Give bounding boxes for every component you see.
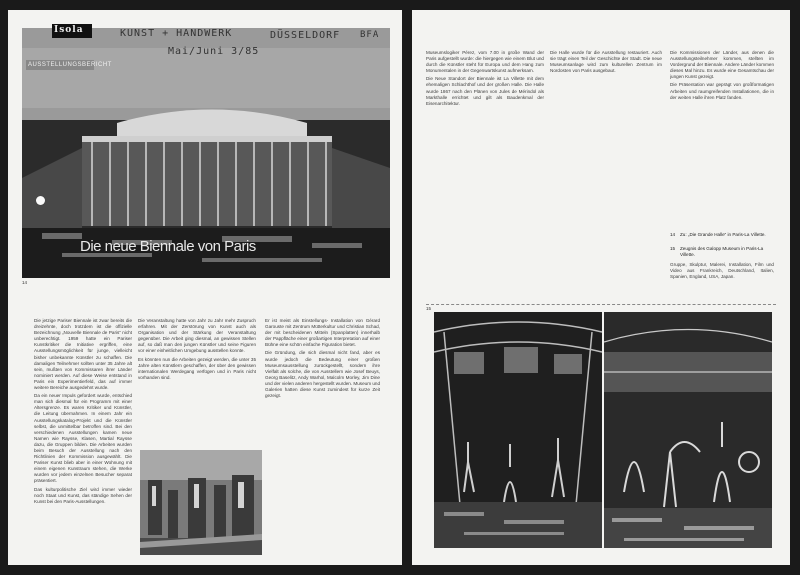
installation-photo bbox=[140, 450, 262, 555]
logo-text: Isola bbox=[54, 25, 84, 35]
city-text: DÜSSELDORF bbox=[270, 30, 341, 41]
right-column-2 bbox=[550, 50, 662, 300]
paragraph: Da ein neuer Impuls gefordert wurde, entschied man sich diesmal für ein Programm mit einer Altersgrenze. Es waren Kritiker und Künstler, die Leitung übernahmen. In einem Jahr ein Ausstellungskatalog-Projekt und die Künstler selbst, die unmittelbar betroffen sind. Bei den verschiedenen Ausstellungen kamen neue Namen wie Raysse, Klasen, Martial Raysse dazu, die Gruppen bilden. Die Arbeiten wurden beim Besuch der Ausstellung nach den Richtlinien der Kommission ausgewählt. Die Pariser Kunst blieb aber in einer Wohnung mit einem eigenen Kunstraum stehen, die Werke wurden vor jedem einzelnen Besucher separat präsentiert. bbox=[34, 393, 132, 484]
section-label: AUSSTELLUNGSBERICHT bbox=[28, 62, 112, 68]
photo-caption-1: Zu: „Die Grande Halle“ in Paris-La Villette. bbox=[680, 232, 766, 237]
paragraph: Die Gründung, die sich diesmal nicht fand, aber es wurde jedoch die Bedeutung einer großen Museumsausstellung zurückgestellt, sondern ihre Vielfalt als solche, die von Ausstellern wie Josef Beuys, Georg Baselitz, Andy Warhol, Malcolm Morley, Jim Dine und der vielen anderen hergestellt wurden. Museum und Galerien hatten diese Kunst zumindest für kurze Zeit gezeigt. bbox=[265, 350, 380, 399]
page-number-left: 14 bbox=[22, 280, 28, 285]
hall-interior-photo-right bbox=[604, 312, 772, 548]
photo-caption-2-number: 15 bbox=[670, 246, 676, 251]
left-column-1 bbox=[34, 318, 132, 530]
hole-punch bbox=[36, 196, 45, 205]
paragraph: Die Kommissionen der Länder, aus denen die Ausstellungsteilnehmer kommen, stellten im Vordergrund der Biennale. Andere Länder kommen dieses Mal hinzu. Es wurde eine Gesamtschau der jungen Kunst gezeigt. bbox=[670, 50, 774, 80]
paragraph: Die Präsentation war geprägt von großformatigen Arbeiten und raumgreifenden Installationen, die in der weiten Halle ihren Platz fanden. bbox=[670, 82, 774, 100]
photo-caption-2: Zeugnis des Galopp Museum in Paris-La Villette. bbox=[680, 246, 764, 257]
paragraph: Die jetzige Pariser Biennale ist zwar bereits die dreizehnte, doch trotzdem ist die offizielle Bezeichnung „Nouvelle Biennale de Paris“ nicht unberechtigt. 1959 hatte ein Pariser Kunstkritiker die Initiative ergriffen, eine Ausstellungsmöglichkeit für junge, vielleicht bisher unbekannte Künstler zu schaffen. Die damaligen Teilnehmer sollten unter 35 Jahre alt sein, mußten von Kommissaren ihrer Länder nominiert werden. Auf diese Weise entstand in Paris ein Experimentierfeld, das auf immer weitere Bereiche ausgedehnt wurde. bbox=[34, 318, 132, 391]
right-column-3 bbox=[670, 50, 774, 226]
hall-interior-photo-left bbox=[434, 312, 602, 548]
page-number-right: 15 bbox=[426, 306, 432, 311]
right-list bbox=[670, 262, 774, 302]
paragraph: Gruppe, Skulptur, Malerei, Installation, Film und Video aus Frankreich, Deutschland, Italien, Spanien, England, USA, Japan. bbox=[670, 262, 774, 280]
paragraph: Die Neue Standort der Biennale ist La Villette mit dem ehemaligen Schlachthof und der großen Halle. Die Halle wurde 1867 nach den Plänen von Jules de Mérindol als Markthalle errichtet und gilt als Baudenkmal der Eisenarchitektur. bbox=[426, 76, 544, 106]
paragraph: Die Halle wurde für die Ausstellung restauriert. Auch sie trägt einen Teil der Geschichte der Stadt. Die neue Museumsanlage wird zum kulturellen Zentrum im Nordosten von Paris ausgebaut. bbox=[550, 50, 662, 74]
photo-caption-1-number: 14 bbox=[670, 232, 676, 237]
paragraph: Das kulturpolitische Ziel wird immer wieder noch Staat und Kunst, das ständige Sehen der Kunst bei den Paris-Ausstellungen. bbox=[34, 486, 132, 504]
left-page bbox=[8, 10, 402, 565]
paragraph: Die Veranstaltung hatte von Jahr zu Jahr mehr Zuspruch erfahren. Mit der Zerstörung von Kunst auch als Organisation und der Stärkung der Veranstaltung gegenüber. Die Arbeit ging diesmal, an gewissen Stellen auf, so daß man den jungen Künstler und seine Figuren vor einer einheitlichen Umgebung ausstellen konnte. bbox=[138, 318, 256, 354]
left-column-3 bbox=[265, 318, 380, 558]
right-page bbox=[412, 10, 790, 565]
right-column-1 bbox=[426, 50, 544, 300]
masthead-text: KUNST + HANDWERK bbox=[120, 28, 233, 39]
paragraph: Er ist meist als Einstellungs- Installation von Gérard Garouste mit Zentrum Mütterkultur und Christian Schad, der mit bescheidenen Mitteln (Spanplatten) innerhalb der Pappfläche einer großartigen Interpretation auf einer Bühne eine schön einfache Figuration bietet. bbox=[265, 318, 380, 348]
code-text: BFA bbox=[360, 30, 380, 40]
headline: Die neue Biennale von Paris bbox=[80, 238, 256, 255]
paragraph: Museumslogiker Pérez, vom 7.00 in große Wand der Paris aufgestellt wurde: die hiergegen wie einem Blut und durch die Künstler steht für Europa und dem Hang zum Monumentalen in der Gegenwartskunst aufmerksam. bbox=[426, 50, 544, 74]
divider bbox=[426, 304, 776, 305]
paragraph: Es könnten nun die Arbeiten gezeigt werden, die unter 35 Jahre alten Künstlern geschaffen, der über den gewissen internationalen Werdegang verfügen und in Paris nicht vorhanden sind. bbox=[138, 356, 256, 380]
issue-text: Mai/Juni 3/85 bbox=[168, 46, 260, 57]
left-column-2 bbox=[138, 318, 256, 444]
